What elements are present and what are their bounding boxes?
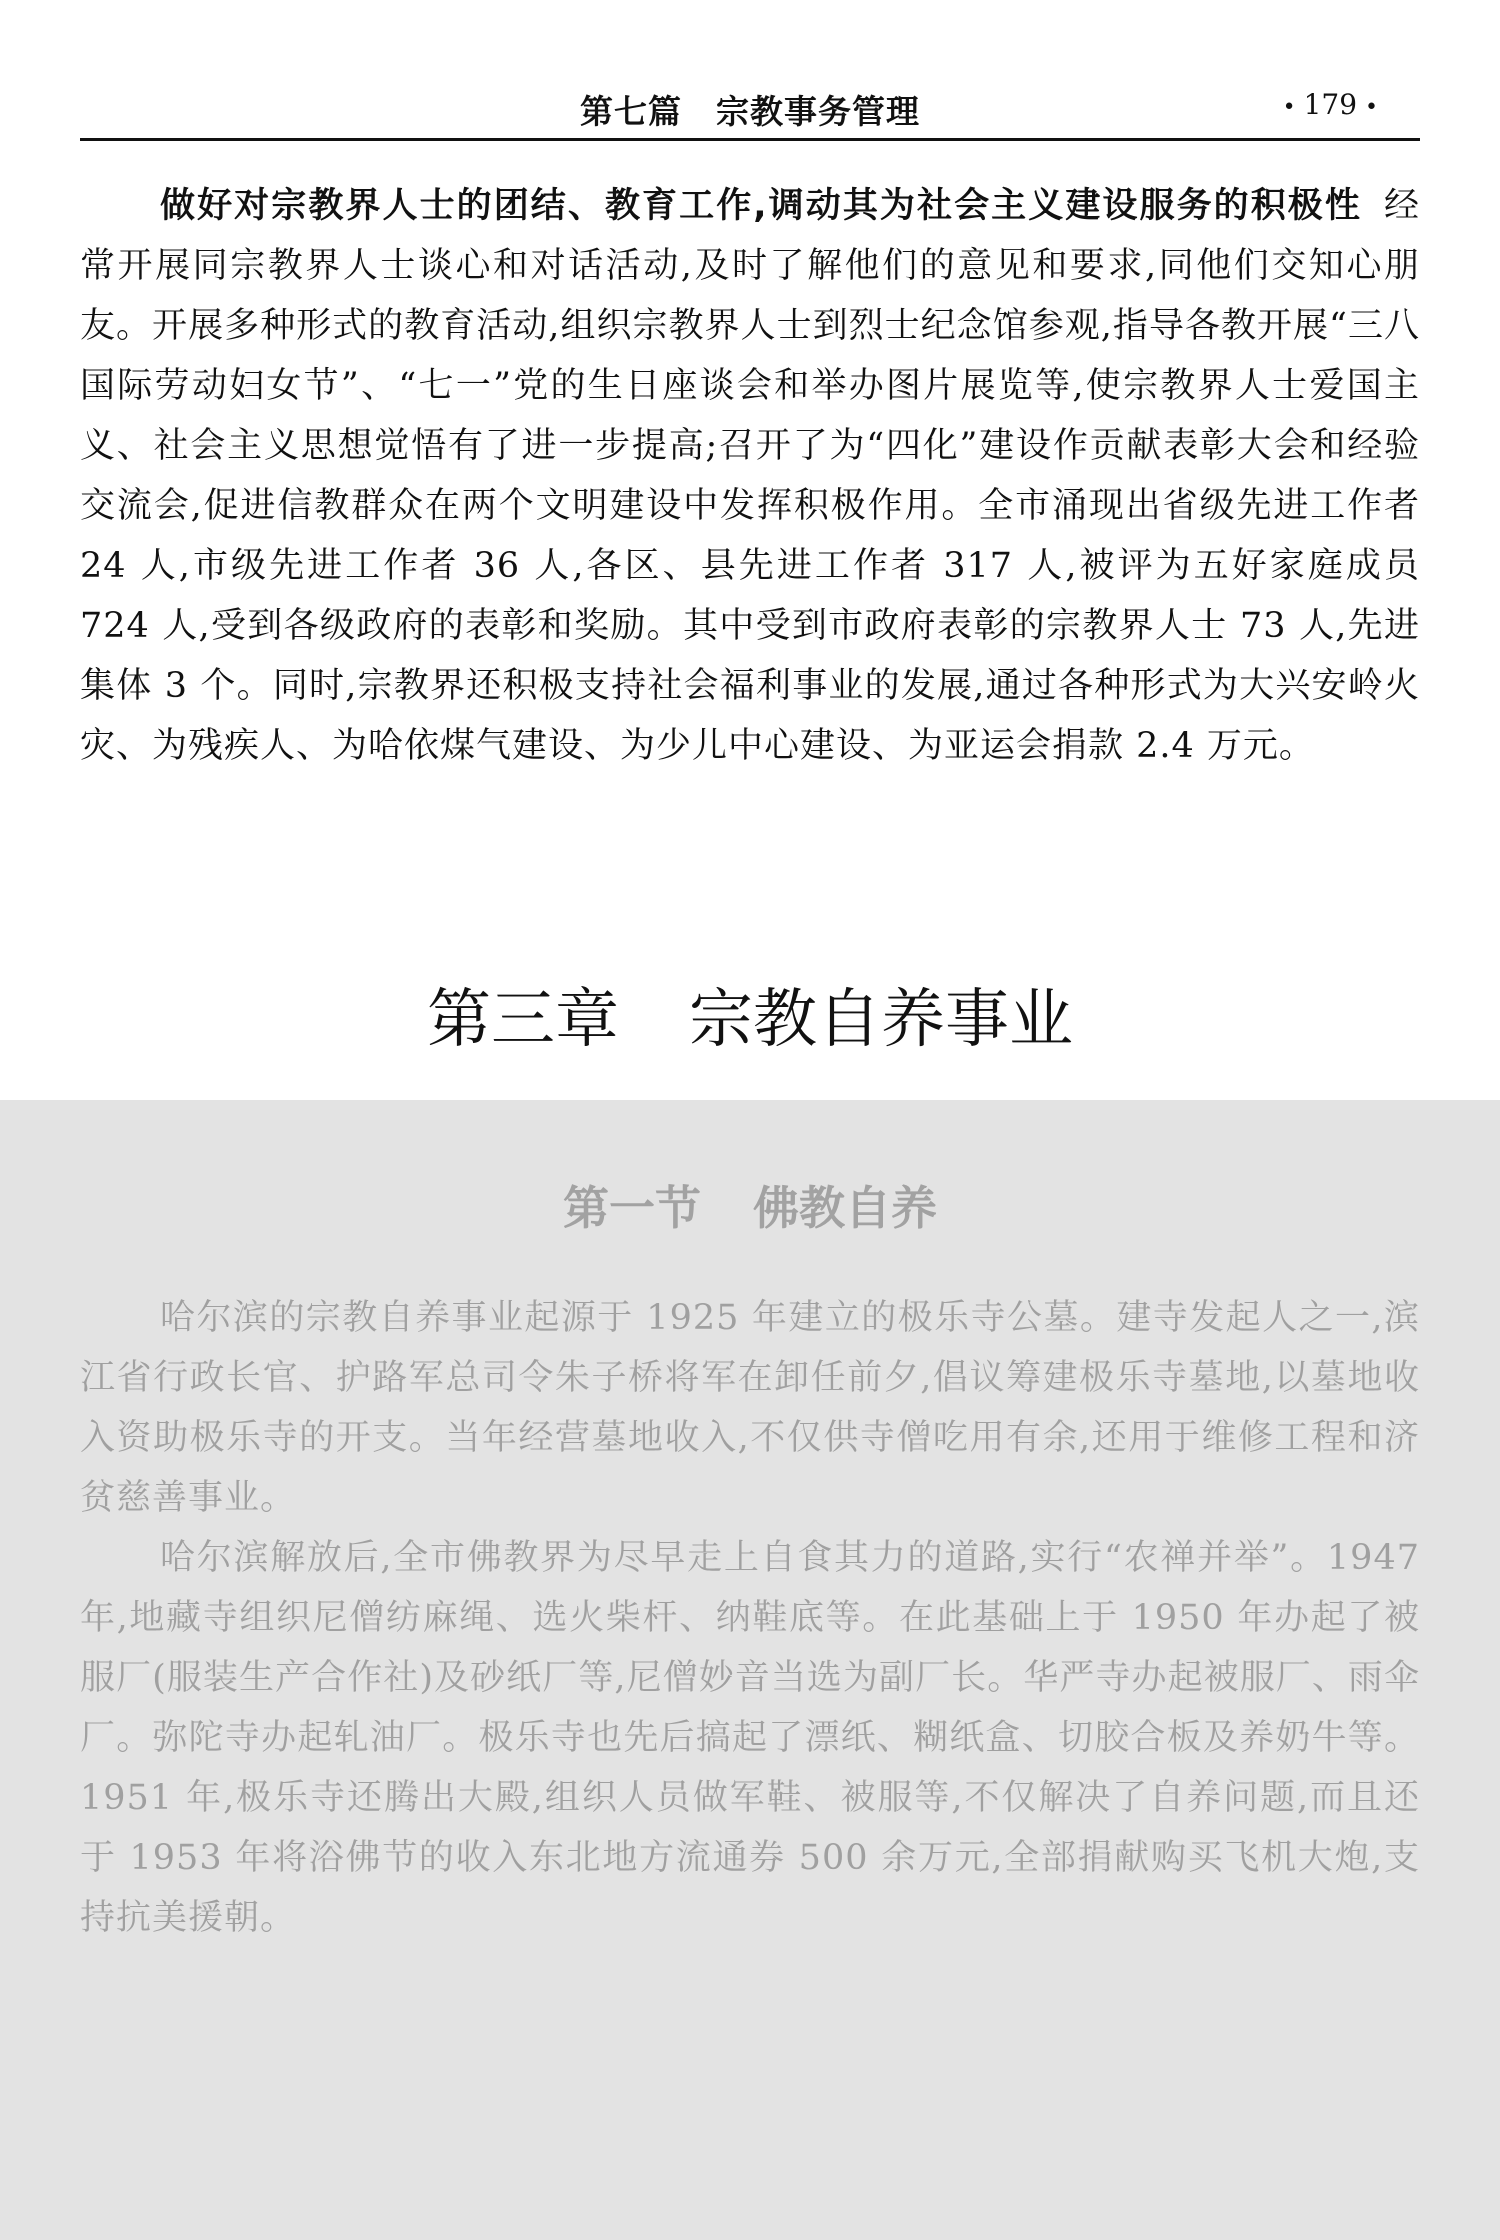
header-part: 第七篇 [580,92,682,131]
page-number-dot-left: • [1282,95,1296,120]
chapter-number: 第三章 [427,983,619,1057]
running-title [580,86,920,133]
paragraph-lead-heading: 做好对宗教界人士的团结、教育工作,调动其为社会主义建设服务的积极性 [160,186,1362,226]
chapter-name: 宗教自养事业 [689,983,1073,1057]
page-number-value: 179 [1303,88,1358,121]
page-number-dot-right: • [1365,95,1378,120]
running-header [80,86,1420,141]
chapter-title [0,980,1500,1060]
section-text-block [80,1288,1420,1948]
top-paragraph [80,176,1420,776]
top-text-block [80,176,1420,776]
section-name: 佛教自养 [753,1181,937,1235]
page-number [1275,88,1386,121]
section-paragraph-2: 哈尔滨解放后,全市佛教界为尽早走上自食其力的道路,实行“农禅并举”。1947 年,地藏寺组织尼僧纺麻绳、选火柴杆、纳鞋底等。在此基础上于 1950 年办起了被服厂(服装生产合作社)及砂纸厂等,尼僧妙音当选为副厂长。华严寺办起被服厂、雨伞厂。弥陀寺办起轧油厂。极乐寺也先后搞起了漂纸、糊纸盒、切胶合板及养奶牛等。1951 年,极乐寺还腾出大殿,组织人员做军鞋、被服等,不仅解决了自养问题,而且还于 1953 年将浴佛节的收入东北地方流通券 500 余万元,全部捐献购买飞机大炮,支持抗美援朝。 [80,1538,1420,1938]
header-section: 宗教事务管理 [716,92,920,131]
section-paragraph-1: 哈尔滨的宗教自养事业起源于 1925 年建立的极乐寺公墓。建寺发起人之一,滨江省行政长官、护路军总司令朱子桥将军在卸任前夕,倡议筹建极乐寺墓地,以墓地收入资助极乐寺的开支。当年经营墓地收入,不仅供寺僧吃用有余,还用于维修工程和济贫慈善事业。 [80,1298,1420,1518]
section-title [0,1178,1500,1238]
paragraph-body: 经常开展同宗教界人士谈心和对话活动,及时了解他们的意见和要求,同他们交知心朋友。开展多种形式的教育活动,组织宗教界人士到烈士纪念馆参观,指导各教开展“三八国际劳动妇女节”、“七一”党的生日座谈会和举办图片展览等,使宗教界人士爱国主义、社会主义思想觉悟有了进一步提高;召开了为“四化”建设作贡献表彰大会和经验交流会,促进信教群众在两个文明建设中发挥积极作用。全市涌现出省级先进工作者 24 人,市级先进工作者 36 人,各区、县先进工作者 317 人,被评为五好家庭成员 724 人,受到各级政府的表彰和奖励。其中受到市政府表彰的宗教界人士 73 人,先进集体 3 个。同时,宗教界还积极支持社会福利事业的发展,通过各种形式为大兴安岭火灾、为残疾人、为哈依煤气建设、为少儿中心建设、为亚运会捐款 2.4 万元。 [80,186,1420,766]
section-number: 第一节 [563,1181,701,1235]
